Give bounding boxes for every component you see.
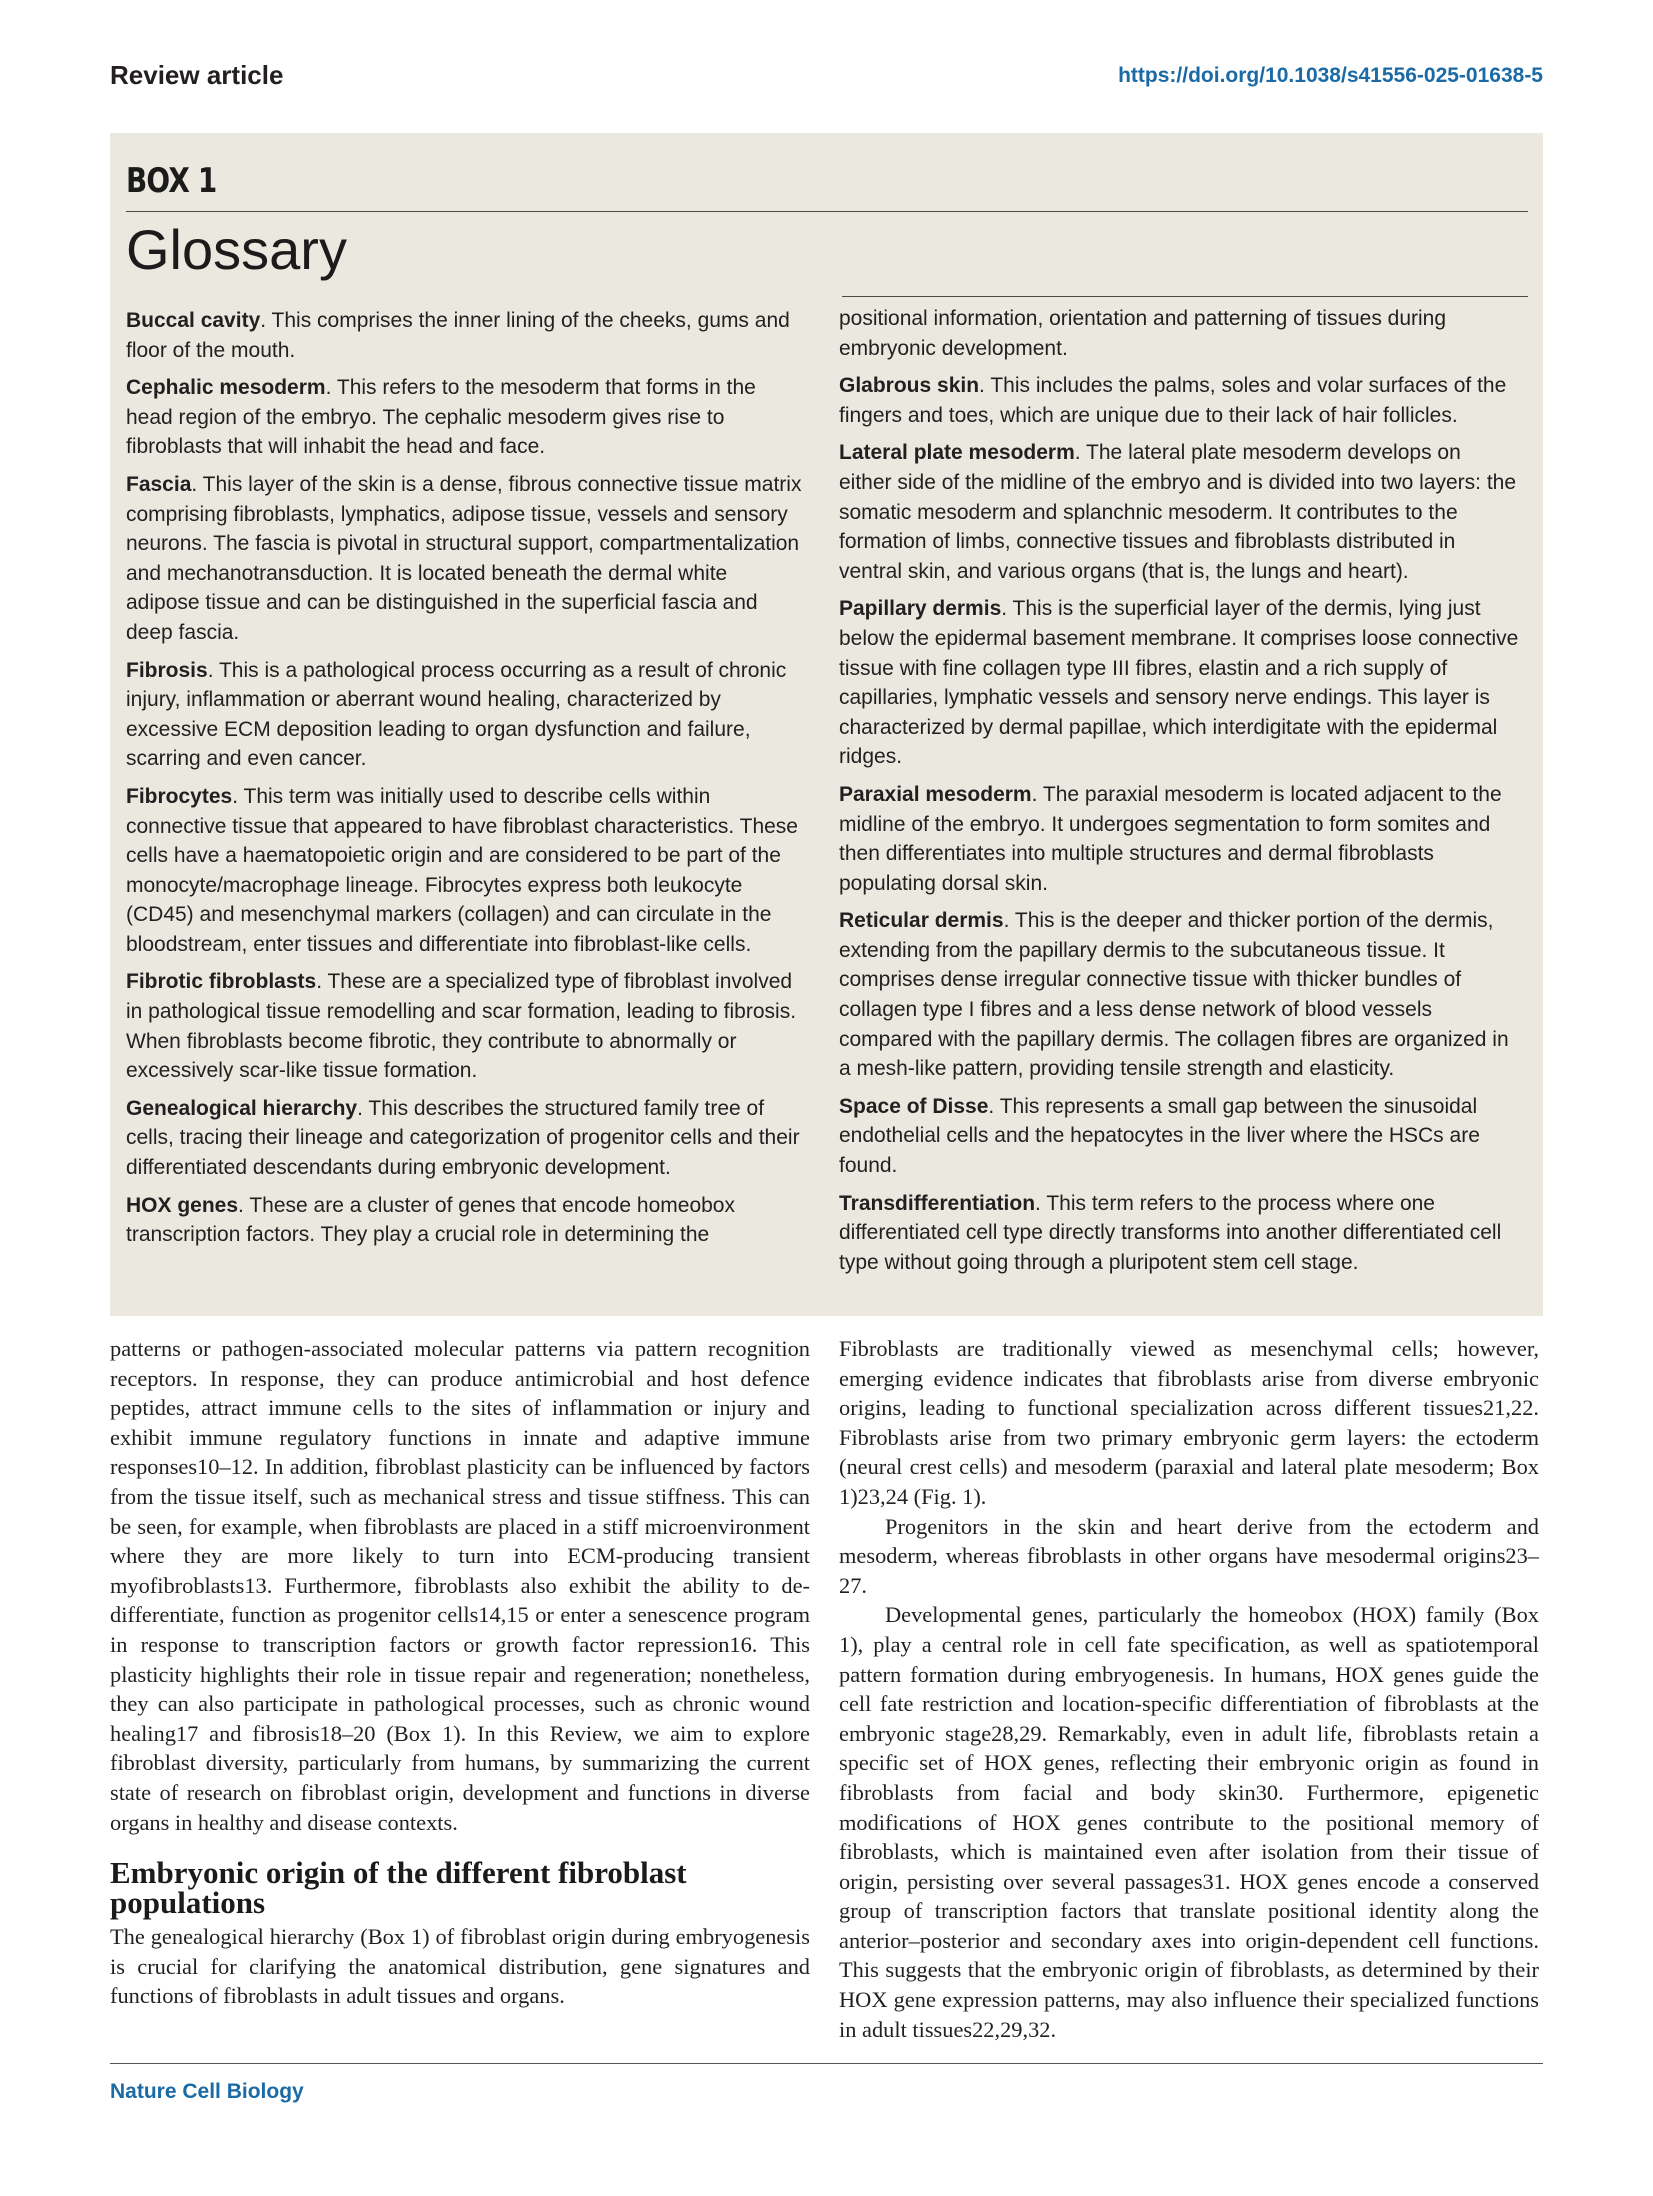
glossary-term: Reticular dermis [839, 909, 1004, 933]
body-paragraph: Developmental genes, particularly the homeobox (HOX) family (Box 1), play a central role in cell fate specification, as well as spatiotemporal pattern formation during embryogenesis. In humans, HOX genes guide the cell fate restriction and location-specific differentiation of fibroblasts at the embryonic stage28,29. Remarkably, even in adult life, fibroblasts retain a specific set of HOX genes, reflecting their embryonic origin as found in fibroblasts from facial and body skin30. Furthermore, epigenetic modifications of HOX genes contribute to the positional memory of fibroblasts, which is maintained even after isolation from their tissue of origin, persisting over several passages31. HOX genes encode a conserved group of transcription factors that translate positional identity along the anterior–posterior and secondary axes into origin-dependent cell functions. This suggests that the embryonic origin of fibroblasts, as determined by their HOX gene expression patterns, may also influence their specialized functions in adult tissues22,29,32. [839, 1602, 1539, 2042]
box-divider-right [842, 296, 1528, 297]
glossary-definition: . This is a pathological process occurring as a result of chronic injury, inflammation or aberrant wound healing, characterized by excessive ECM deposition leading to organ dysfunction and failure, scarring and even cancer. [126, 658, 787, 771]
glossary-definition: . The paraxial mesoderm is located adjacent to the midline of the embryo. It undergoes segmentation to form somites and then differentiates into multiple structures and dermal fibroblasts populating dorsal skin. [839, 782, 1502, 895]
glossary-term: Transdifferentiation [839, 1191, 1036, 1215]
glossary-entry [839, 438, 1519, 586]
glossary-entry [126, 373, 806, 462]
section-heading: Embryonic origin of the different fibroblast populations [110, 1855, 687, 1921]
glossary-definition: . This represents a small gap between the sinusoidal endothelial cells and the hepatocytes in the liver where the HSCs are found. [839, 1094, 1480, 1178]
glossary-definition: . These are a cluster of genes that encode homeobox transcription factors. They play a crucial role in determining the [126, 1193, 735, 1247]
glossary-column-left [126, 306, 806, 1258]
glossary-definition: . This layer of the skin is a dense, fibrous connective tissue matrix comprising fibroblasts, lymphatics, adipose tissue, vessels and sensory neurons. The fascia is pivotal in structural support, compartmentalization and mechanotransduction. It is located beneath the dermal white adipose tissue and can be distinguished in the superficial fascia and deep fascia. [126, 472, 802, 644]
doi-link[interactable]: https://doi.org/10.1038/s41556-025-01638-5 [1118, 64, 1543, 87]
glossary-definition: . This is the superficial layer of the dermis, lying just below the epidermal basement membrane. It comprises loose connective tissue with fine collagen type III fibres, elastin and a rich supply of capillaries, lymphatic vessels and sensory nerve endings. This layer is characterized by dermal papillae, which interdigitate with the epidermal ridges. [839, 597, 1519, 769]
glossary-term: Genealogical hierarchy [126, 1096, 358, 1120]
glossary-definition: . The lateral plate mesoderm develops on either side of the midline of the embryo and is divided into two layers: the somatic mesoderm and splanchnic mesoderm. It contributes to the formation of limbs, connective tissues and fibroblasts distributed in ventral skin, and various organs (that is, the lungs and heart). [839, 441, 1517, 583]
glossary-entry [839, 371, 1519, 430]
glossary-term: Buccal cavity [126, 309, 261, 332]
glossary-term: Fibrocytes [126, 784, 233, 808]
glossary-entry [126, 306, 806, 365]
glossary-definition: . This comprises the inner lining of the cheeks, gums and floor of the mouth. [126, 309, 790, 362]
body-paragraph: The genealogical hierarchy (Box 1) of fibroblast origin during embryogenesis is crucial for clarifying the anatomical distribution, gene signatures and functions of fibroblasts in adult tissues and organs. [110, 1924, 810, 2009]
glossary-definition: . This term was initially used to describe cells within connective tissue that appeared to have fibroblast characteristics. These cells have a haematopoietic origin and are considered to be part of the monocyte/macrophage lineage. Fibrocytes express both leukocyte (CD45) and mesenchymal markers (collagen) and can circulate in the bloodstream, enter tissues and differentiate into fibroblast-like cells. [126, 784, 798, 956]
glossary-term: Lateral plate mesoderm [839, 441, 1075, 465]
glossary-term: Cephalic mesoderm [126, 376, 326, 400]
glossary-term: Paraxial mesoderm [839, 782, 1032, 806]
glossary-term: HOX genes [126, 1193, 239, 1217]
box-label: BOX 1 [126, 161, 217, 201]
glossary-box [110, 133, 1543, 1316]
journal-name: Nature Cell Biology [110, 2080, 304, 2103]
glossary-definition: . These are a specialized type of fibroblast involved in pathological tissue remodelling and scar formation, leading to fibrosis. When fibroblasts become fibrotic, they contribute to abnormally or excessively scar-like tissue formation. [126, 970, 797, 1083]
glossary-entry [839, 906, 1519, 1084]
box-divider [126, 211, 1528, 212]
glossary-definition: . This describes the structured family tree of cells, tracing their lineage and categorization of progenitor cells and their differentiated descendants during embryonic development. [126, 1096, 800, 1180]
glossary-continuation: positional information, orientation and patterning of tissues during embryonic development. [839, 307, 1447, 360]
body-paragraph: Fibroblasts are traditionally viewed as mesenchymal cells; however, emerging evidence indicates that fibroblasts arise from diverse embryonic origins, leading to functional specialization across different tissues21,22. Fibroblasts arise from two primary embryonic germ layers: the ectoderm (neural crest cells) and mesoderm (paraxial and lateral plate mesoderm; Box 1)23,24 (Fig. 1). [839, 1336, 1539, 1509]
glossary-definition: . This refers to the mesoderm that forms in the head region of the embryo. The cephalic mesoderm gives rise to fibroblasts that will inhabit the head and face. [126, 376, 756, 459]
glossary-entry [126, 1094, 806, 1183]
body-paragraph: Progenitors in the skin and heart derive from the ectoderm and mesoderm, whereas fibroblasts in other organs have mesodermal origins23–27. [839, 1513, 1539, 1598]
article-type-label: Review article [110, 60, 284, 90]
glossary-term: Papillary dermis [839, 597, 1002, 621]
glossary-definition: . This includes the palms, soles and volar surfaces of the fingers and toes, which are unique due to their lack of hair follicles. [839, 374, 1507, 427]
glossary-entry [126, 782, 806, 960]
glossary-entry [126, 967, 806, 1085]
box-title: Glossary [126, 218, 347, 281]
body-column-left [110, 1334, 810, 2011]
glossary-entry [839, 1092, 1519, 1181]
footer-divider [110, 2063, 1543, 2064]
glossary-entry [839, 594, 1519, 772]
body-paragraph: patterns or pathogen-associated molecular patterns via pattern recognition receptors. In response, they can produce antimicrobial and host defence peptides, attract immune cells to the sites of inflammation or injury and exhibit immune regulatory functions in innate and adaptive immune responses10–12. In addition, fibroblast plasticity can be influenced by factors from the tissue itself, such as mechanical stress and tissue stiffness. This can be seen, for example, when fibroblasts are placed in a stiff microenvironment where they are more likely to turn into ECM-producing transient myofibroblasts13. Furthermore, fibroblasts also exhibit the ability to de-differentiate, function as progenitor cells14,15 or enter a senescence program in response to transcription factors or growth factor repression16. This plasticity highlights their role in tissue repair and regeneration; nonetheless, they can also participate in pathological processes, such as chronic wound healing17 and fibrosis18–20 (Box 1). In this Review, we aim to explore fibroblast diversity, particularly from humans, by summarizing the current state of research on fibroblast origin, development and functions in diverse organs in healthy and disease contexts. [110, 1336, 810, 1835]
glossary-term: Fibrosis [126, 658, 208, 682]
glossary-term: Fibrotic fibroblasts [126, 970, 317, 994]
glossary-entry [839, 780, 1519, 898]
glossary-term: Fascia [126, 472, 192, 496]
glossary-definition: . This is the deeper and thicker portion of the dermis, extending from the papillary dermis to the subcutaneous tissue. It comprises dense irregular connective tissue with thicker bundles of collagen type I fibres and a less dense network of blood vessels compared with the papillary dermis. The collagen fibres are organized in a mesh-like pattern, providing tensile strength and elasticity. [839, 909, 1509, 1081]
glossary-term: Space of Disse [839, 1094, 989, 1118]
glossary-column-right [839, 304, 1519, 1285]
glossary-entry [126, 470, 806, 648]
glossary-definition: . This term refers to the process where one differentiated cell type directly transforms into another differentiated cell type without going through a pluripotent stem cell stage. [839, 1191, 1502, 1274]
glossary-term: Glabrous skin [839, 374, 980, 398]
glossary-entry [126, 1191, 806, 1250]
glossary-entry [126, 656, 806, 774]
body-column-right [839, 1334, 1539, 2044]
glossary-entry [839, 1189, 1519, 1278]
